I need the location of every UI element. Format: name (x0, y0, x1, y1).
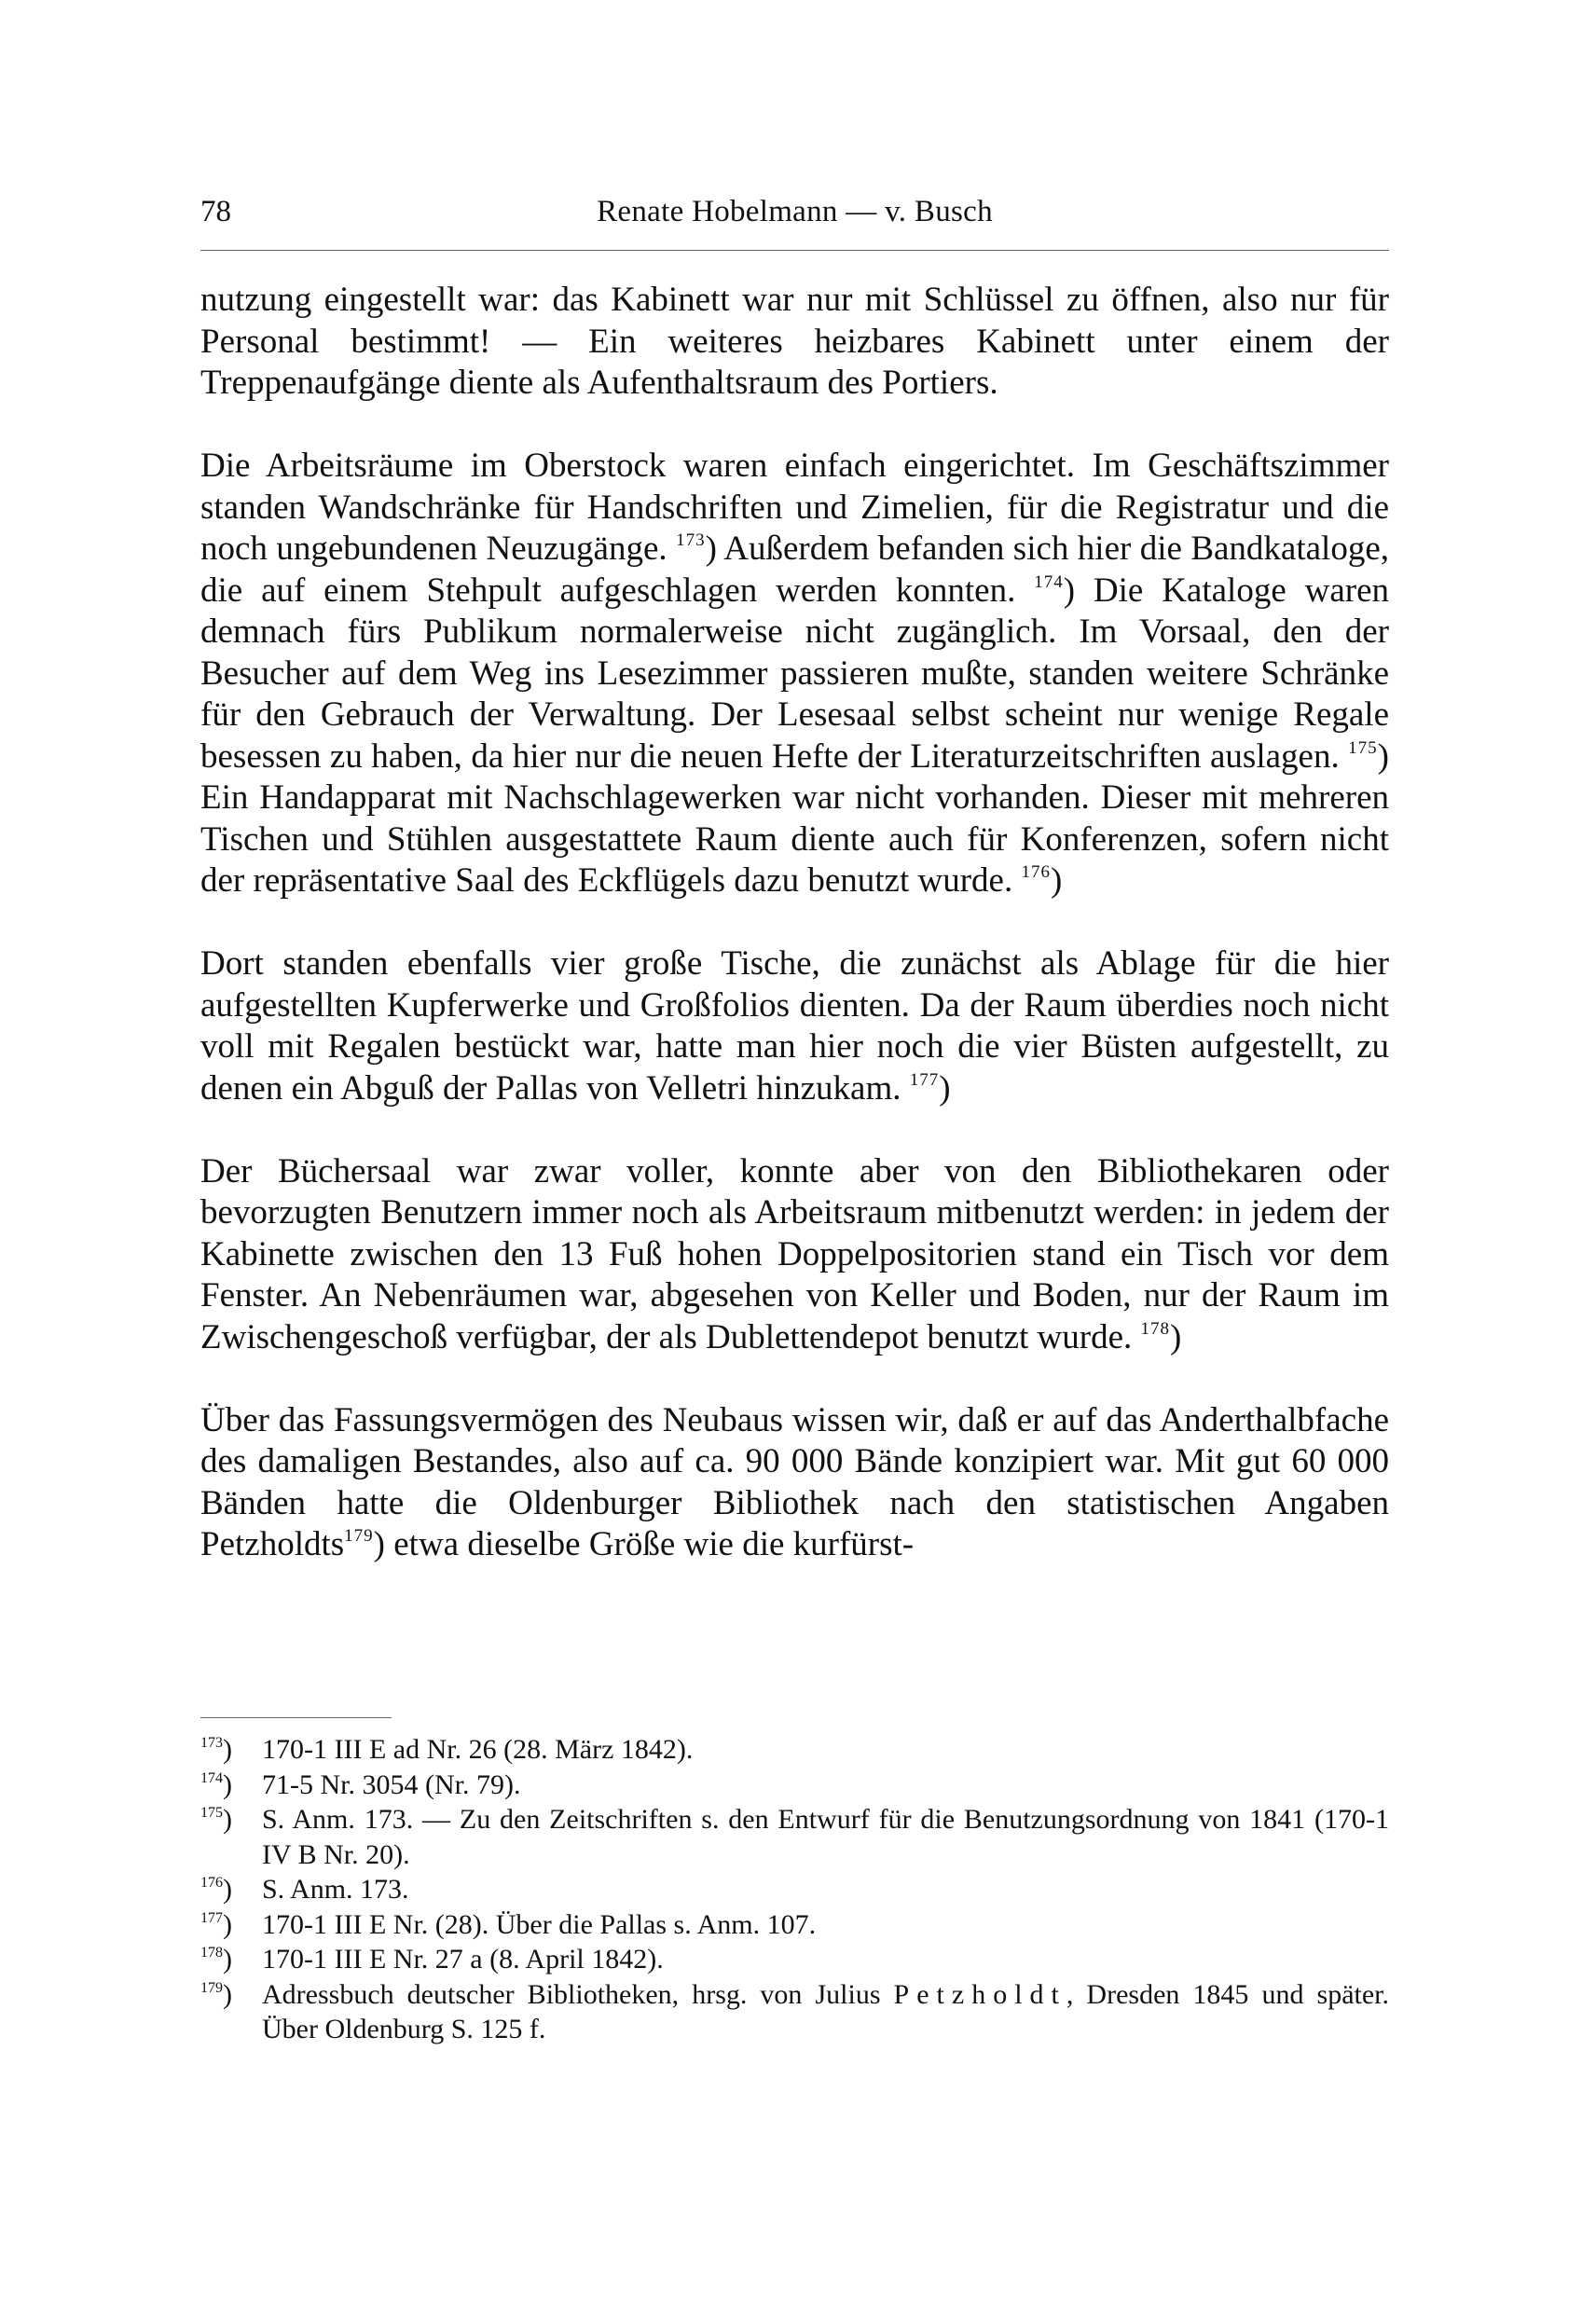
footnote-marker: $^{179}$) (200, 1978, 232, 2010)
footnote (200, 1907, 1389, 1943)
footnote-number: 176 (200, 1875, 223, 1891)
paragraph (200, 280, 1389, 405)
footnote-reference: 176 (1021, 862, 1051, 882)
footnote-number: 173 (200, 1735, 223, 1751)
paragraph-text: Die Arbeitsräume im Oberstock waren einfach eingerichtet. Im Geschäftszimmer standen Wandschränke für Handschriften und Zimelien, für die Registratur und die noch ungebundenen Neuzugänge. (200, 447, 1389, 568)
letterspaced-name: Petzholdt (893, 1978, 1066, 2010)
paragraph-text: ) etwa dieselbe Größe wie die kurfürst- (373, 1525, 915, 1563)
footnote-number: 175 (200, 1805, 223, 1821)
header-rule (200, 250, 1389, 251)
footnote-text: 170-1 III E Nr. 27 a (8. April 1842). (262, 1944, 664, 1975)
footnote-marker: $^{177}$) (200, 1908, 232, 1940)
footnote (200, 1977, 1389, 2047)
footnotes (200, 1732, 1389, 2047)
footnote-number: 177 (200, 1909, 223, 1926)
footnote-reference: 175 (1348, 737, 1378, 758)
footnote-reference: 173 (676, 530, 706, 550)
footnote-text: 170-1 III E Nr. (28). Über die Pallas s. Anm. 107. (262, 1908, 817, 1940)
paragraph-text: Dort standen ebenfalls vier große Tische, die zunächst als Ablage für die hier aufgestellten Kupferwerke und Großfolios dienten. Da der Raum überdies noch nicht voll mit Regalen bestückt war, hatte man hier noch die vier Büsten aufgestellt, zu denen ein Abguß der Pallas von Velletri hinzukam. (200, 944, 1389, 1108)
page-number: 78 (200, 195, 231, 228)
footnote-marker: $^{176}$) (200, 1874, 232, 1905)
footnote (200, 1802, 1389, 1872)
paragraph-text: ) (939, 1068, 951, 1108)
footnote-marker: $^{174}$) (200, 1768, 232, 1800)
footnote-marker: $^{173}$) (200, 1734, 232, 1765)
paragraph-text: ) Ein Handapparat mit Nachschlagewerken war nicht vorhanden. Dieser mit mehreren Tischen und Stühlen ausgestattete Raum diente auch für Konferenzen, sofern nicht der repräsentative Saal des Eckflügels dazu benutzt wurde. (200, 736, 1389, 900)
body-text (200, 280, 1389, 1566)
paragraph-text: Über das Fassungsvermögen des Neubaus wissen wir, daß er auf das Anderthalbfache des damaligen Bestandes, also auf ca. 90 000 Bände konzipiert war. Mit gut 60 000 Bänden hatte die Oldenburger Bibliothek nach den statistischen Angaben Petzholdts (200, 1400, 1389, 1563)
footnote-marker: $^{175}$) (200, 1804, 232, 1835)
footnote-rule (200, 1717, 392, 1718)
paragraph (200, 446, 1389, 902)
footnote-number: 178 (200, 1945, 223, 1961)
footnote-text: 71-5 Nr. 3054 (Nr. 79). (262, 1768, 521, 1800)
footnote (200, 1732, 1389, 1768)
paragraph-text: ) Außerdem befanden sich hier die Bandkataloge, die auf einem Stehpult aufgeschlagen werden konnten. (200, 530, 1389, 610)
footnote-number: 179 (200, 1979, 223, 1996)
footnote-text: 170-1 III E ad Nr. 26 (28. März 1842). (262, 1734, 694, 1765)
paragraph-text: nutzung eingestellt war: das Kabinett war nur mit Schlüssel zu öffnen, also nur für Personal bestimmt! — Ein weiteres heizbares Kabinett unter einem der Treppenaufgänge diente als Aufenthaltsraum des Portiers. (200, 281, 1389, 402)
paragraph-text: ) Die Kataloge waren demnach fürs Publikum normalerweise nicht zugänglich. Im Vorsaal, den der Besucher auf dem Weg ins Lesezimmer passieren mußte, standen weitere Schränke für den Gebrauch der Verwaltung. Der Lesesaal selbst scheint nur wenige Regale besessen zu haben, da hier nur die neuen Hefte der Literaturzeitschriften auslagen. (200, 571, 1389, 776)
footnote-text: S. Anm. 173. — Zu den Zeitschriften s. den Entwurf für die Benutzungsordnung von 1841 (170-1 IV B Nr. 20). (262, 1804, 1389, 1870)
running-title: Renate Hobelmann — v. Busch (597, 195, 993, 228)
footnote-reference: 178 (1140, 1318, 1170, 1339)
footnote-text: , Dresden 1845 und später. Über Oldenburg S. 125 f. (262, 1978, 1390, 2044)
paragraph (200, 1151, 1389, 1359)
paragraph (200, 1400, 1389, 1566)
paragraph-text: ) (1050, 861, 1063, 900)
paragraph (200, 943, 1389, 1109)
footnote (200, 1768, 1389, 1803)
footnote-marker: $^{178}$) (200, 1944, 232, 1975)
footnote-text: S. Anm. 173. (262, 1874, 409, 1905)
footnote-reference: 174 (1034, 571, 1064, 592)
footnote (200, 1872, 1389, 1907)
footnote-number: 174 (200, 1769, 223, 1786)
footnote-text: Adressbuch deutscher Bibliotheken, hrsg. von Julius (262, 1978, 894, 2010)
paragraph-text: Der Büchersaal war zwar voller, konnte aber von den Bibliothekaren oder bevorzugten Benutzern immer noch als Arbeitsraum mitbenutzt werden: in jedem der Kabinette zwischen den 13 Fuß hohen Doppelpositorien stand ein Tisch vor dem Fenster. An Nebenräumen war, abgesehen von Keller und Boden, nur der Raum im Zwischengeschoß verfügbar, der als Dublettendepot benutzt wurde. (200, 1151, 1389, 1356)
paragraph-text: ) (1170, 1317, 1182, 1356)
footnote (200, 1942, 1389, 1977)
running-head (200, 189, 1389, 234)
footnote-reference: 179 (344, 1526, 374, 1546)
footnote-reference: 177 (909, 1069, 940, 1090)
